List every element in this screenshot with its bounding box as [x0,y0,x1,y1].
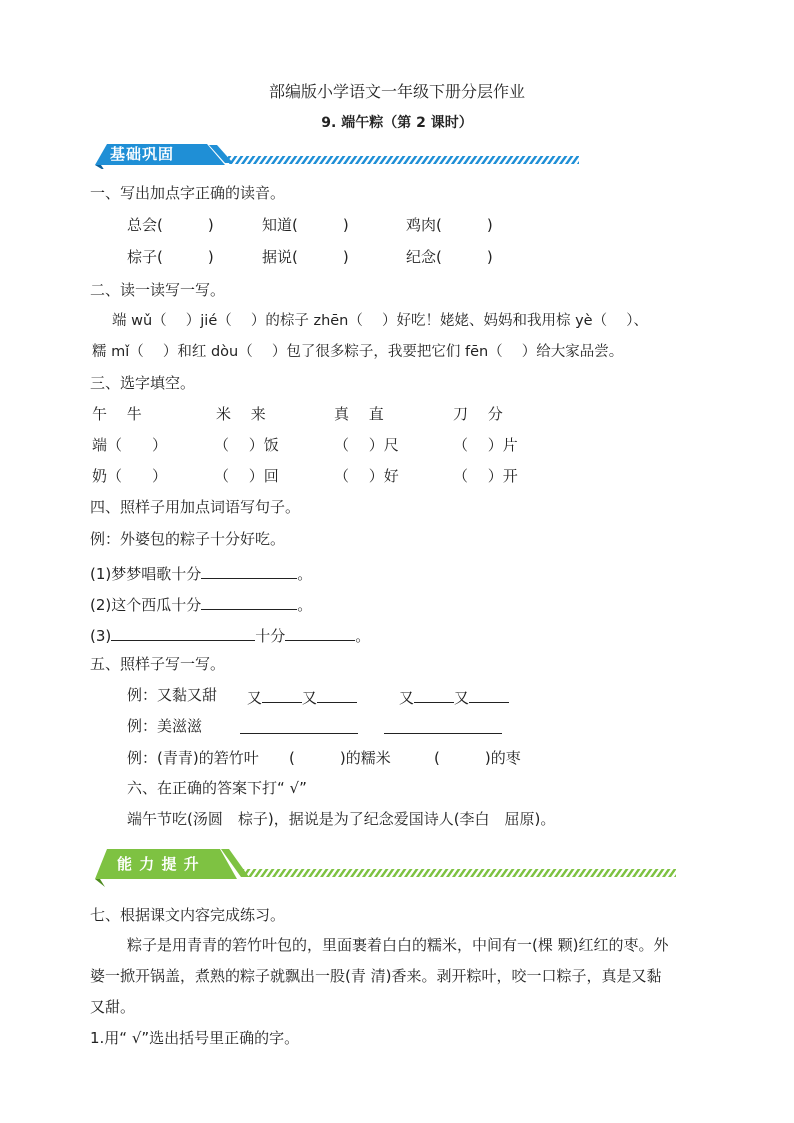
q5-example-1: 例：又黏又甜 [127,686,218,704]
q3-blank: 奶（ ） [92,467,168,485]
section-label-advanced: 能 力 提 升 [117,855,200,873]
q1-item: 棕子( ) [127,248,214,266]
q3-choice-pair: 刀 分 [453,405,503,423]
q4-period: 。 [297,596,313,614]
q7-passage-line: 粽子是用青青的箬竹叶包的，里面裹着白白的糯米，中间有一(棵 颗)红红的枣。外 [127,936,669,954]
q5-pattern-1 [247,688,357,706]
q3-choice-pair: 真 直 [334,405,384,423]
answer-line[interactable] [240,719,358,734]
q1-item: 总会( ) [127,216,214,234]
answer-line[interactable] [414,688,454,703]
answer-line[interactable] [201,564,297,579]
q3-choice-pair: 米 来 [216,405,266,423]
worksheet-title: 部编版小学语文一年级下册分层作业 [268,82,525,101]
q4-period: 。 [297,565,313,583]
q1-title: 一、写出加点字正确的读音。 [90,184,286,202]
q6-text: 端午节吃(汤圆 棕子)，据说是为了纪念爱国诗人(李白 屈原)。 [127,810,556,828]
q3-title: 三、选字填空。 [90,374,196,392]
answer-line[interactable] [317,688,357,703]
q5-you: 又 [399,689,415,707]
q4-item-1-text: (1)梦梦唱歌十分 [90,565,202,583]
q1-item: 纪念( ) [406,248,493,266]
q5-blank-group [384,719,502,737]
q2-line: 端 wǔ（ ）jié（ ）的棕子 zhēn（ ）好吃！姥姥、妈妈和我用棕 yè（ ）、 [112,313,648,329]
q1-item: 据说( ) [262,248,349,266]
q5-example-2: 例：美滋滋 [127,717,203,735]
q5-blank-date: ( )的枣 [434,749,521,767]
q2-line: 糯 mǐ（ ）和红 dòu（ ）包了很多粽子，我要把它们 fēn（ ）给大家品尝。 [92,344,624,360]
q7-passage-line: 又甜。 [90,998,136,1016]
q5-pattern-2 [399,688,509,706]
q3-choice-pair: 午 牛 [92,405,142,423]
answer-line[interactable] [384,719,502,734]
q3-blank: （ ）好 [334,467,399,485]
q4-period: 。 [355,627,371,645]
q5-you: 又 [302,689,318,707]
q3-blank: （ ）回 [214,467,279,485]
q4-item-2 [90,595,312,613]
q3-blank: （ ）片 [453,436,518,454]
q2-title: 二、读一读写一写。 [90,281,226,299]
q5-example-3: 例：(青青)的箬竹叶 [127,749,259,767]
answer-line[interactable] [262,688,302,703]
q5-you: 又 [247,689,263,707]
q3-blank: （ ）开 [453,467,518,485]
section-banner-basic [95,141,585,169]
q5-blank-rice: ( )的糯米 [289,749,391,767]
q5-blank-group [240,719,358,737]
q4-title: 四、照样子用加点词语写句子。 [90,498,301,516]
q7-title: 七、根据课文内容完成练习。 [90,906,286,924]
q4-example: 例：外婆包的粽子十分好吃。 [90,530,286,548]
q6-title: 六、在正确的答案下打“ √” [127,779,307,797]
q4-item-2-text: (2)这个西瓜十分 [90,596,202,614]
q3-blank: 端（ ） [92,436,168,454]
q4-item-3-prefix: (3) [90,627,112,645]
answer-line[interactable] [111,626,255,641]
q3-blank: （ ）尺 [334,436,399,454]
section-label-basic: 基础巩固 [110,145,175,163]
q7-subquestion-1: 1.用“ √”选出括号里正确的字。 [90,1029,300,1047]
q1-item: 知道( ) [262,216,349,234]
lesson-subtitle: 9. 端午粽（第 2 课时） [321,115,473,131]
q4-item-1 [90,564,312,582]
q5-you: 又 [454,689,470,707]
q1-item: 鸡肉( ) [406,216,493,234]
q7-passage-line: 婆一掀开锅盖，煮熟的粽子就飘出一股(青 清)香来。剥开粽叶，咬一口粽子，真是又黏 [90,967,662,985]
q4-item-3-word: 十分 [255,627,286,645]
answer-line[interactable] [469,688,509,703]
answer-line[interactable] [285,626,355,641]
q4-item-3 [90,626,370,644]
q5-title: 五、照样子写一写。 [90,655,226,673]
q3-blank: （ ）饭 [214,436,279,454]
answer-line[interactable] [201,595,297,610]
section-banner-advanced [95,847,680,887]
